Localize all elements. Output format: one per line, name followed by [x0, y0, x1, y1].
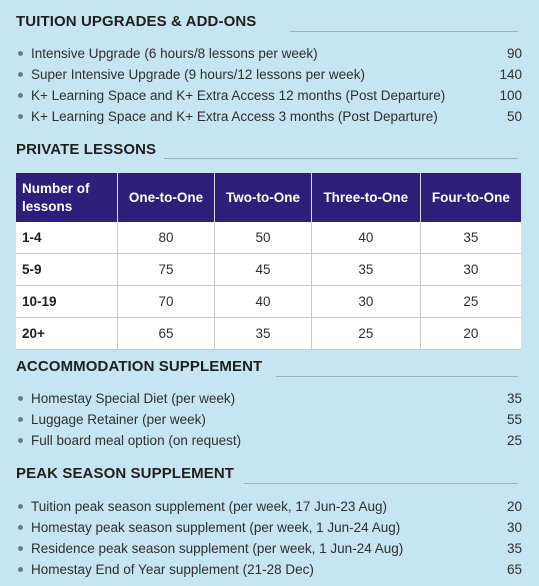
list-item: K+ Learning Space and K+ Extra Access 12 months (Post Departure) 100 [16, 85, 522, 106]
list-item: Homestay peak season supplement (per week, 1 Jun-24 Aug) 30 [16, 517, 522, 538]
table-cell: 25 [420, 286, 521, 318]
table-row [16, 286, 521, 318]
bullet-icon [18, 72, 23, 77]
price-value: 140 [499, 67, 522, 82]
column-header: Two-to-One [215, 173, 312, 222]
table-cell: 5-9 [16, 254, 118, 286]
table-cell: 20 [420, 318, 521, 350]
list-item: Intensive Upgrade (6 hours/8 lessons per week) 90 [16, 43, 522, 64]
accommodation-list [16, 388, 522, 451]
peak-section-header [16, 461, 234, 485]
price-value: 90 [506, 46, 522, 61]
list-item: Super Intensive Upgrade (9 hours/12 lessons per week) 140 [16, 64, 522, 85]
price-value: 35 [506, 391, 522, 406]
table-cell: 35 [420, 222, 521, 254]
price-value: 35 [506, 541, 522, 556]
bullet-icon [18, 504, 23, 509]
bullet-icon [18, 51, 23, 56]
section-divider [164, 158, 518, 159]
column-header: Number of lessons [16, 173, 118, 222]
bullet-icon [18, 93, 23, 98]
table-cell: 35 [311, 254, 420, 286]
section-divider [276, 376, 518, 377]
list-item: Homestay End of Year supplement (21-28 Dec) 65 [16, 559, 522, 580]
list-item: Residence peak season supplement (per week, 1 Jun-24 Aug) 35 [16, 538, 522, 559]
table-cell: 25 [311, 318, 420, 350]
price-value: 20 [506, 499, 522, 514]
price-value: 30 [506, 520, 522, 535]
list-item: K+ Learning Space and K+ Extra Access 3 months (Post Departure) 50 [16, 106, 522, 127]
table-cell: 20+ [16, 318, 118, 350]
bullet-icon [18, 525, 23, 530]
private-lessons-table [16, 173, 521, 350]
bullet-icon [18, 546, 23, 551]
table-cell: 30 [420, 254, 521, 286]
table-cell: 30 [311, 286, 420, 318]
section-divider [244, 483, 518, 484]
table-cell: 45 [215, 254, 312, 286]
price-value: 25 [506, 433, 522, 448]
table-cell: 35 [215, 318, 312, 350]
price-value: 55 [506, 412, 522, 427]
list-item: Homestay Special Diet (per week) 35 [16, 388, 522, 409]
list-item: Luggage Retainer (per week) 55 [16, 409, 522, 430]
peak-list [16, 496, 522, 580]
table-cell: 50 [215, 222, 312, 254]
table-row [16, 222, 521, 254]
price-value: 65 [506, 562, 522, 577]
tuition-list [16, 43, 522, 127]
table-cell: 75 [118, 254, 215, 286]
section-title-peak: PEAK SEASON SUPPLEMENT [16, 464, 235, 482]
table-header-row [16, 173, 521, 222]
accommodation-section-header [16, 354, 262, 378]
column-header: Three-to-One [311, 173, 420, 222]
column-header: One-to-One [118, 173, 215, 222]
tuition-section-header [16, 9, 256, 33]
table-row [16, 254, 521, 286]
section-title-accommodation: ACCOMMODATION SUPPLEMENT [16, 357, 263, 375]
private-section-header [16, 137, 156, 161]
price-value: 50 [506, 109, 522, 124]
column-header: Four-to-One [420, 173, 521, 222]
table-cell: 1-4 [16, 222, 118, 254]
list-item: Full board meal option (on request) 25 [16, 430, 522, 451]
table-cell: 40 [215, 286, 312, 318]
bullet-icon [18, 396, 23, 401]
table-row [16, 318, 521, 350]
bullet-icon [18, 417, 23, 422]
section-divider [290, 31, 518, 32]
table-cell: 40 [311, 222, 420, 254]
bullet-icon [18, 567, 23, 572]
price-value: 100 [499, 88, 522, 103]
table-cell: 80 [118, 222, 215, 254]
bullet-icon [18, 438, 23, 443]
table-cell: 70 [118, 286, 215, 318]
list-item: Tuition peak season supplement (per week, 17 Jun-23 Aug) 20 [16, 496, 522, 517]
section-title-tuition: TUITION UPGRADES & ADD-ONS [16, 12, 257, 30]
bullet-icon [18, 114, 23, 119]
table-cell: 10-19 [16, 286, 118, 318]
table-cell: 65 [118, 318, 215, 350]
section-title-private: PRIVATE LESSONS [16, 140, 157, 158]
